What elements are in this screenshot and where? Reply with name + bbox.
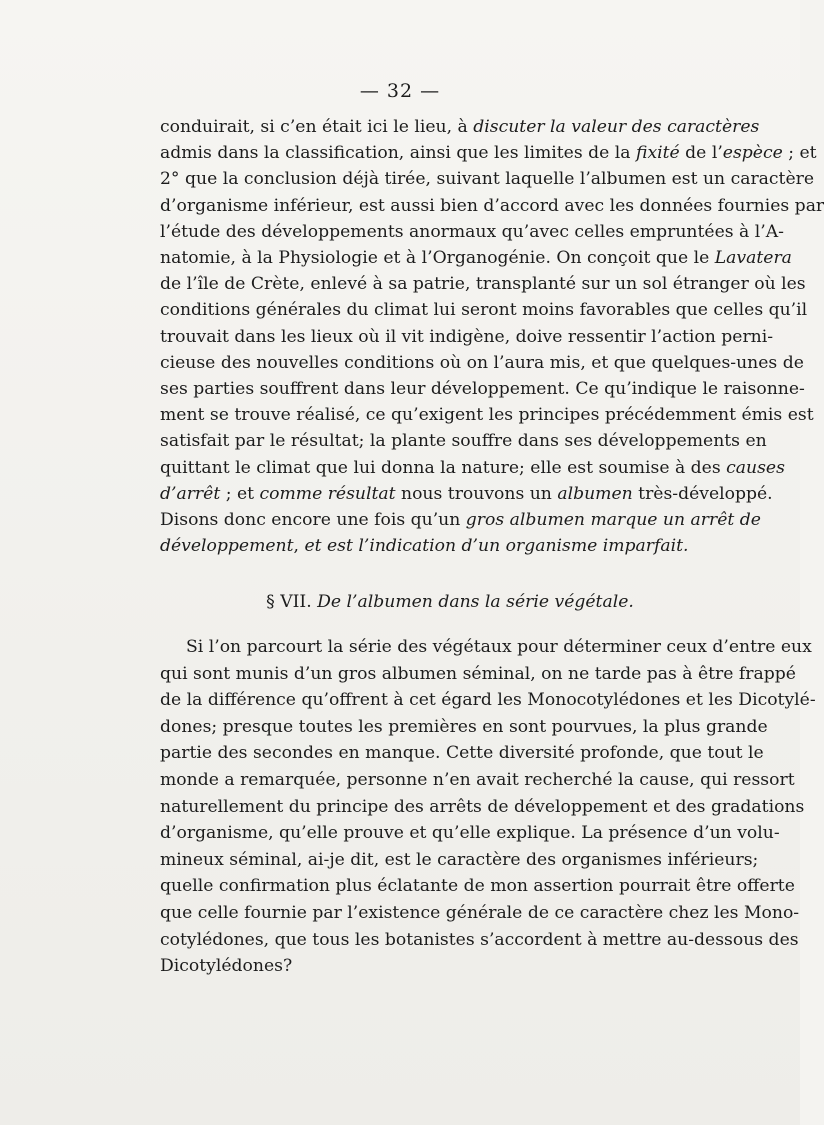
text-line — [160, 794, 805, 820]
text-run: conduirait, si c’en était ici le lieu, à — [160, 117, 474, 137]
text-line — [160, 687, 816, 713]
italic-run: gros albumen marque un arrêt de — [465, 510, 761, 530]
text-line — [160, 140, 817, 166]
text-run: naturellement du principe des arrêts de développement et des gradations — [160, 796, 805, 817]
text-run: trouvait dans les lieux où il vit indigène, doive ressentir l’action perni- — [160, 326, 774, 347]
text-run: de la différence qu’offrent à cet égard les Monocotylédones et les Dicotylé- — [160, 690, 816, 711]
italic-run: De l’albumen dans la série végétale. — [317, 592, 634, 612]
text-line — [160, 455, 785, 481]
text-run: d’organisme, qu’elle prouve et qu’elle explique. La présence d’un volu- — [160, 823, 780, 844]
text-run: Dicotylédones? — [160, 956, 293, 977]
text-line — [160, 245, 792, 271]
italic-run: causes — [726, 457, 785, 478]
text-run: natomie, à la Physiologie et à l’Organogénie. On conçoit que le — [160, 248, 715, 268]
text-line — [160, 166, 815, 192]
text-line — [160, 219, 784, 245]
text-line — [160, 402, 814, 428]
italic-run: d’arrêt — [160, 483, 221, 504]
text-line — [160, 847, 759, 873]
text-line — [160, 533, 751, 559]
text-line — [160, 927, 799, 953]
text-line — [160, 661, 796, 687]
text-run: Si l’on parcourt la série des végétaux pour déterminer ceux d’entre eux — [186, 637, 812, 657]
text-line — [160, 428, 767, 454]
text-run: § VII. — [266, 592, 318, 612]
italic-run: et est l’indication d’un organisme imparfait. — [304, 536, 689, 557]
text-run: 2° que la conclusion déjà tirée, suivant laquelle l’albumen est un caractère — [160, 169, 815, 190]
text-line — [160, 873, 795, 899]
text-run: conditions générales du climat lui seront moins favorables que celles qu’il — [160, 300, 808, 321]
text-run: d’organisme inférieur, est aussi bien d’accord avec les données fournies par — [160, 195, 824, 216]
text-line — [160, 376, 805, 402]
text-line — [160, 324, 774, 350]
text-run: de l’ — [679, 143, 723, 164]
italic-run: comme résultat — [259, 483, 396, 504]
text-run: de l’île de Crète, enlevé à sa patrie, transplanté sur un sol étranger où les — [160, 274, 806, 295]
text-run: cieuse des nouvelles conditions où on l’aura mis, et que quelques-unes de — [160, 352, 804, 373]
text-run: ; et — [220, 483, 260, 504]
text-run: satisfait par le résultat; la plante souffre dans ses développements en — [160, 431, 767, 452]
text-run: qui sont munis d’un gros albumen séminal, on ne tarde pas à être frappé — [160, 663, 796, 684]
text-line — [160, 820, 780, 846]
text-run: mineux séminal, ai-je dit, est le caractère des organismes inférieurs; — [160, 849, 759, 870]
text-run: nous trouvons un — [395, 483, 558, 504]
text-run: Disons donc encore une fois qu’un — [160, 510, 466, 530]
italic-run: développement — [160, 536, 294, 557]
text-line — [160, 740, 764, 766]
text-line — [160, 900, 800, 926]
text-line — [160, 271, 806, 297]
text-run: , — [293, 536, 305, 557]
italic-run: albumen — [557, 483, 633, 504]
text-line — [160, 953, 751, 979]
text-run: ; et — [782, 143, 817, 164]
italic-run: espèce — [722, 143, 783, 164]
text-run: monde a remarquée, personne n’en avait recherché la cause, qui ressort — [160, 770, 795, 790]
text-line — [160, 714, 768, 740]
italic-run: fixité — [635, 143, 680, 164]
text-run: l’étude des développements anormaux qu’avec celles empruntées à l’A- — [160, 221, 784, 242]
text-line — [160, 481, 773, 507]
italic-run: Lavatera — [714, 248, 792, 268]
text-line — [160, 767, 795, 793]
text-run: très-développé. — [632, 483, 773, 504]
text-line — [160, 507, 761, 533]
text-run: partie des secondes en manque. Cette diversité profonde, que tout le — [160, 743, 764, 764]
section-title-line — [150, 589, 750, 615]
text-run: dones; presque toutes les premières en sont pourvues, la plus grande — [160, 716, 768, 737]
text-run: que celle fournie par l’existence générale de ce caractère chez les Mono- — [160, 903, 800, 923]
text-line — [186, 634, 812, 660]
italic-run: discuter la valeur des caractères — [473, 117, 760, 137]
text-run: ses parties souffrent dans leur développement. Ce qu’indique le raisonne- — [160, 379, 805, 399]
text-run: cotylédones, que tous les botanistes s’accordent à mettre au-dessous des — [160, 929, 799, 950]
text-run: quittant le climat que lui donna la nature; elle est soumise à des — [160, 457, 727, 478]
text-line — [160, 193, 824, 219]
text-line — [160, 114, 760, 140]
text-line — [160, 297, 808, 323]
text-line — [160, 350, 804, 376]
text-run: admis dans la classification, ainsi que les limites de la — [160, 143, 636, 164]
text-run: quelle confirmation plus éclatante de mon assertion pourrait être offerte — [160, 876, 795, 897]
text-run: ment se trouve réalisé, ce qu’exigent les principes précédemment émis est — [160, 405, 814, 426]
page-number: — 32 — — [359, 80, 441, 102]
